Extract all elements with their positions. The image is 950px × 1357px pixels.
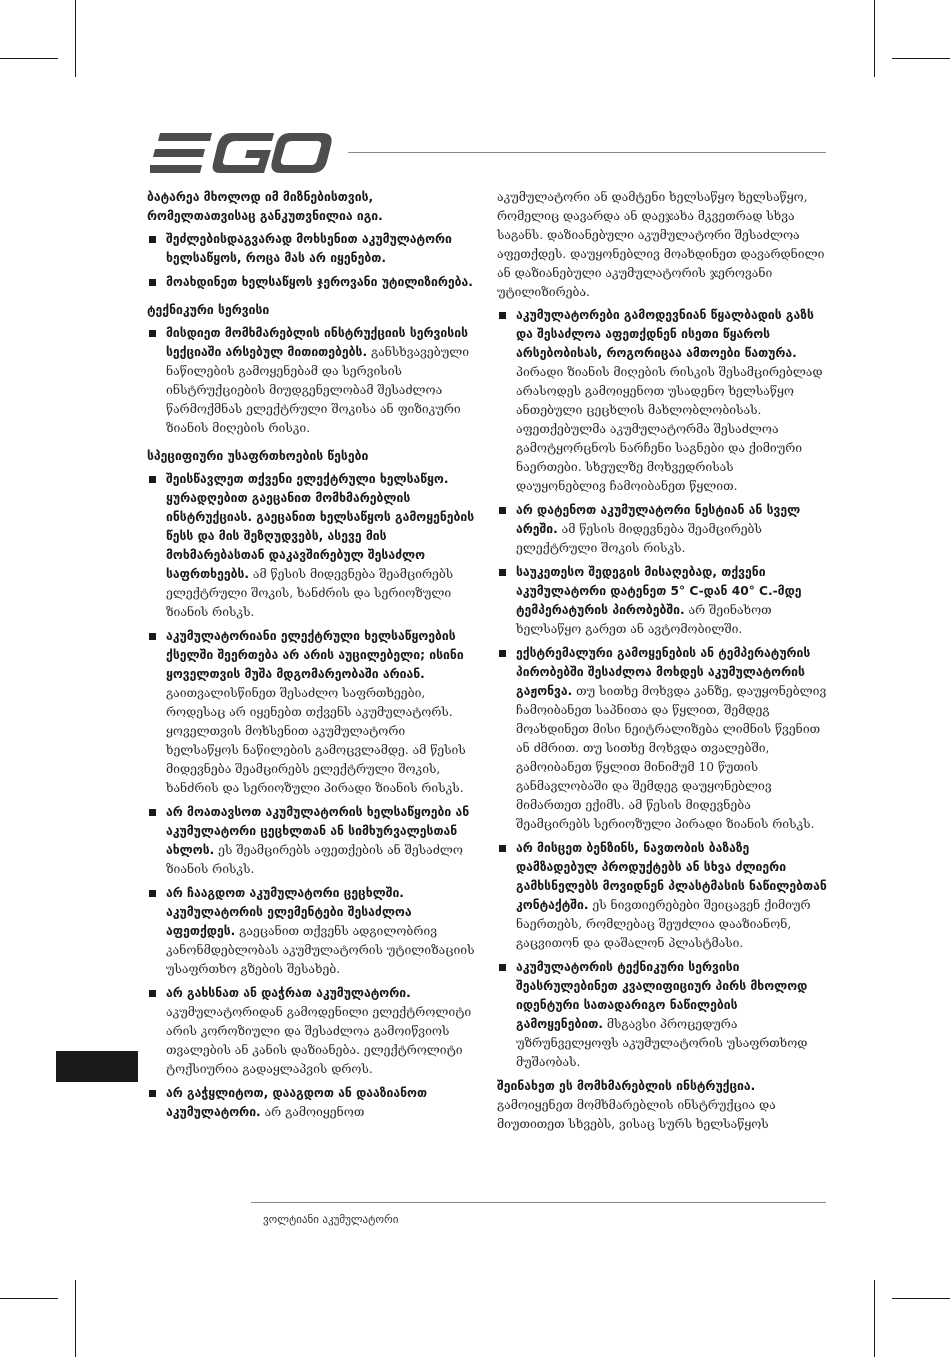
crop-mark [874, 0, 875, 77]
crop-mark [0, 1298, 58, 1299]
left-column [147, 188, 477, 1127]
bullet-icon [499, 845, 506, 852]
list-item [147, 984, 477, 1079]
bullet-icon [149, 633, 156, 640]
item-bold-text: აკუმულატორები გამოდევნიან წყალბადის გაზს და შესაძლოა აფეთქდნენ ისეთი წყაროს არსებობისას, როგორიცაა ამთოები წათურა. [516, 308, 814, 360]
footer-title: ვოლტიანი აკუმულატორი [263, 1213, 399, 1226]
bullet-icon [149, 476, 156, 483]
closing-paragraph [497, 1077, 827, 1134]
list-item [497, 644, 827, 834]
bullet-icon [499, 650, 506, 657]
item-bold-text: შეძლებისდაგვარად მოხსენით აკუმულატორი ხელსაწყოს, როცა მას არ იყენებთ. [166, 232, 452, 265]
item-bold-text: ექსტრემალური გამოყენების ან ტემპერატურის პირობებში შესაძლოა მოხდეს აკუმულატორის გაჟონვა. [516, 646, 811, 698]
item-text: თუ სითხე მოხვდა კანზე, დაუყონებლივ ჩამოიბანეთ საპნითა და წყლით, შემდეგ მოახდინეთ მისი ნეიტრალიზება ლიმნის წვენით ან ძმრით. თუ სითხე მოხვდა თვალებში, გამოიბანეთ წყლით მინიმუმ 10 წუთის განმავლობაში და შემდეგ დაუყონებლივ მიმართეთ ექიმს. ამ წესის მიდევნება შეამცირებს სერიოზული პირადი ზიანის რისკს. [516, 684, 827, 831]
crop-mark [0, 58, 58, 59]
ego-logo [150, 133, 332, 173]
bullet-icon [149, 890, 156, 897]
item-text: განსხვავებული ნაწილების გამოყენებამ და სერვისის ინსტრუქციების მიუდგენელობამ შესაძლოა წარმოქმნას ელექტრული შოკისა ან ფიზიკური ზიანის მიღების რისკი. [166, 345, 470, 435]
item-bold-text: მისდიეთ მომხმარებლის ინსტრუქციის სერვისის სექციაში არსებულ მითითებებს. [166, 326, 469, 359]
crop-mark [75, 1280, 76, 1357]
item-text: პირადი ზიანის მიღების რისკის შესამცირებლად არასოდეს გამოიყენოთ უსადენო ხელსაწყო ანთებული ცეცხლის მახლობლობისას. აფეთქებულმა აკუმულატორმა შესაძლოა გამოტყორცნოს ნარჩენი საგნები და ქიმიური ნაერთები. სხეულზე მოხვედრისას დაუყონებლივ ჩამოიბანეთ წყლით. [516, 365, 823, 493]
item-bold-text: შეისწავლეთ თქვენი ელექტრული ხელსაწყო. ყურადღებით გაეცანით მომხმარებლის ინსტრუქციას. გაეცანით ხელსაწყოს გამოყენების წესს და მის შეზღუდვებს, ასევე მის მოხმარებასთან დაკავშირებულ შესაძლო საფრთხეებს. [166, 472, 475, 581]
footer-rule [251, 1202, 826, 1203]
list-item [497, 563, 827, 639]
section-tab-marker [56, 1051, 138, 1082]
list-item [147, 627, 477, 798]
item-text: არ გამოიყენოთ [260, 1105, 365, 1119]
closing-bold-text: შეინახეთ ეს მომხმარებლის ინსტრუქცია. [497, 1079, 756, 1093]
item-text: მსგავსი პროცედურა უზრუნველყოფს აკუმულატორის უსაფრთხოდ მუშაობას. [516, 1017, 808, 1069]
list-item [497, 958, 827, 1072]
bullet-icon [149, 330, 156, 337]
section-heading-service: ტექნიკური სერვისი [147, 303, 270, 317]
item-bold-text: აკუმულატორის ტექნიკური სერვისი შეასრულებინეთ კვალიფიციურ პირს მხოლოდ იდენტური სათადარიგო ნაწილების გამოყენებით. [516, 960, 808, 1031]
item-text: ეს შეამცირებს აფეთქების ან შესაძლო ზიანის რისკს. [166, 843, 463, 876]
header-rule [348, 152, 826, 153]
crop-mark [892, 1298, 950, 1299]
crop-mark [75, 0, 76, 77]
list-item [147, 273, 477, 292]
bullet-icon [149, 990, 156, 997]
closing-text: გამოიყენეთ მომხმარებლის ინსტრუქცია და მიუთითეთ სხვებს, ვისაც სურს ხელსაწყოს [497, 1098, 776, 1131]
bullet-icon [149, 1090, 156, 1097]
item-text: გაითვალისწინეთ შესაძლო საფრთხეები, როდესაც არ იყენებთ თქვენს აკუმულატორს. ყოველთვის მოხსენით აკუმულატორი ხელსაწყოს ნაწილების გამოცვლამდე. ამ წესის მიდევნება შეამცირებს ელექტრული შოკის, ხანძრის და სერიოზული პირადი ზიანის რისკს. [166, 686, 466, 795]
left-continuation: ბატარეა მხოლოდ იმ მიზნებისთვის, რომელთათვისაც განკუთვნილია იგი. [147, 190, 383, 223]
bullet-icon [499, 312, 506, 319]
item-bold-text: საუკეთესო შედეგის მისაღებად, თქვენი აკუმულატორი დატენეთ 5° C-დან 40° C.-მდე ტემპერატურის პირობებში. [516, 565, 802, 617]
crop-mark [874, 1280, 875, 1357]
list-item [497, 306, 827, 496]
item-bold-text: არ მოათავსოთ აკუმულატორის ხელსაწყოები ან აკუმულატორი ცეცხლთან ან სიმხურვალესთან ახლოს. [166, 805, 470, 857]
item-bold-text: არ ჩააგდოთ აკუმულატორი ცეცხლში. აკუმულატორის ელემენტები შესაძლოა აფეთქდეს. [166, 886, 412, 938]
item-text: ეს ნივთიერებები შეიცავენ ქიმიურ ნაერთებს, რომლებაც შეუძლია დააზიანონ, გაცვითონ და დაშალონ პლასტმასი. [516, 898, 811, 950]
bullet-icon [499, 964, 506, 971]
list-item [147, 470, 477, 622]
right-continuation: აკუმულატორი ან დამტენი ხელსაწყო ხელსაწყო, რომელიც დავარდა ან დაეჯახა მკვეთრად სხვა საგანს. დაზიანებული აკუმულატორი შესაძლოა აფეთქდეს. დაუყონებლივ მოახდინეთ დავარდნილი ან დაზიანებული აკუმულატორის ჯეროვანი უტილიზირება. [497, 190, 825, 299]
list-item [147, 803, 477, 879]
bullet-icon [499, 569, 506, 576]
item-text: არ შეინახოთ ხელსაწყო გარეთ ან ავტომობილში. [516, 603, 772, 636]
list-item [147, 884, 477, 979]
bullet-icon [149, 279, 156, 286]
item-text: ამ წესის მიდევნება შეამცირებს ელექტრული შოკის რისკს. [516, 522, 762, 555]
list-item [147, 324, 477, 438]
right-column [497, 188, 827, 1134]
item-text: ამ წესის მიდევნება შეამცირებს ელექტრული შოკის, ხანძრის და სერიოზული ზიანის რისკს. [166, 567, 454, 619]
list-item [147, 230, 477, 268]
item-text: გაეცანით თქვენს ადგილობრივ კანონმდებლობას აკუმულატორის უტილიზაციის უსაფრთხო გზების შესახებ. [166, 924, 475, 976]
list-item [147, 1084, 477, 1122]
item-bold-text: მოახდინეთ ხელსაწყოს ჯეროვანი უტილიზირება. [166, 275, 473, 289]
item-bold-text: არ გაჭყლიტოთ, დააგდოთ ან დააზიანოთ აკუმულატორი. [166, 1086, 428, 1119]
section-heading-safety: სპეციფიური უსაფრთხოების წესები [147, 449, 369, 463]
item-bold-text: აკუმულატორიანი ელექტრული ხელსაწყოების ქსელში შეერთება არ არის აუცილებელი; ისინი ყოველთვის მუშა მდგომარეობაში არიან. [166, 629, 464, 681]
crop-mark [892, 58, 950, 59]
item-text: აკუმულატორიდან გამოდენილი ელექტროლიტი არის კოროზიული და შესაძლოა გამოიწვიოს თვალების ან კანის დაზიანება. ელექტროლიტი ტოქსიურია გადაყლაპვის დროს. [166, 1005, 472, 1076]
item-bold-text: არ გახსნათ ან დაჭრათ აკუმულატორი. [166, 986, 411, 1000]
bullet-icon [149, 236, 156, 243]
item-bold-text: არ მისცეთ ბენზინს, ნავთობის ბაზაზე დამზადებულ პროდუქტებს ან სხვა ძლიერი გამხსნელებს მოვიდნენ პლასტმასის ნაწილებთან კონტაქტში. [516, 841, 827, 912]
list-item [497, 839, 827, 953]
list-item [497, 501, 827, 558]
item-bold-text: არ დატენოთ აკუმულატორი ნესტიან ან სველ არეში. [516, 503, 801, 536]
bullet-icon [499, 507, 506, 514]
bullet-icon [149, 809, 156, 816]
